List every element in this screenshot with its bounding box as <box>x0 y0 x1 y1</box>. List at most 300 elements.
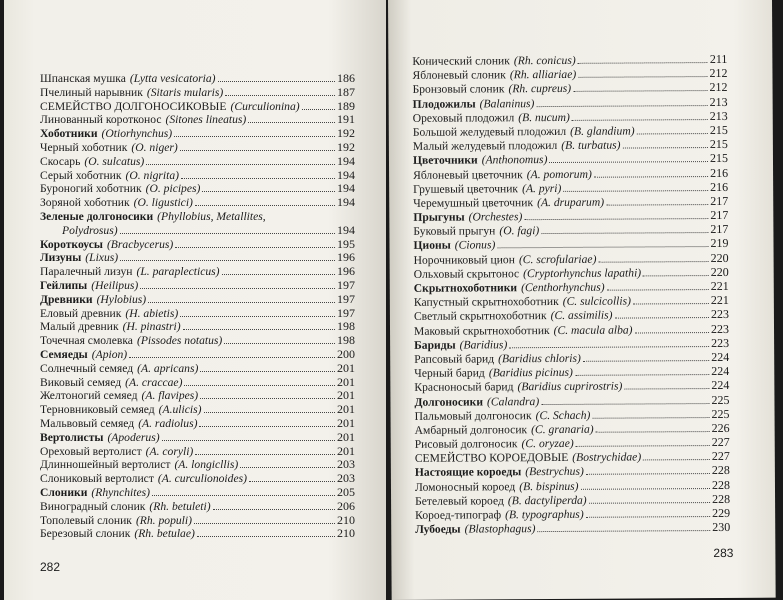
dot-leader <box>146 164 335 165</box>
entry-latin: (A. pyri) <box>522 181 562 195</box>
toc-entry <box>40 251 355 265</box>
entry-name: Долгоносики <box>414 394 484 409</box>
entry-latin: (O. ligustici) <box>133 196 193 210</box>
entry-name: Настоящие короеды <box>414 465 522 480</box>
entry-latin: (Centhorhynchus) <box>521 280 605 295</box>
entry-page: 201 <box>337 429 355 444</box>
entry-latin: (Rhynchites) <box>91 485 150 499</box>
dot-leader <box>197 536 335 537</box>
dot-leader <box>592 417 709 419</box>
entry-name: Семяеды <box>40 347 88 361</box>
entry-page: 194 <box>337 181 355 196</box>
entry-name: Тополевый слоник <box>40 513 132 527</box>
entry-latin: (Baridius picinus) <box>488 366 573 380</box>
dot-leader <box>598 261 708 263</box>
entry-name: Короткоусы <box>40 237 103 251</box>
entry-name: Виноградный слоник <box>40 499 146 513</box>
entry-name: Скосарь <box>40 154 81 168</box>
dot-leader <box>120 233 335 234</box>
entry-name: Еловый древник <box>40 306 122 320</box>
toc-entry <box>40 458 355 472</box>
dot-leader <box>302 109 335 110</box>
dot-leader <box>129 357 335 358</box>
toc-entry <box>40 113 355 127</box>
dot-leader <box>643 459 710 460</box>
toc-entry <box>40 307 355 321</box>
entry-name: Прыгуны <box>413 210 465 224</box>
dot-leader <box>596 431 710 433</box>
dot-leader <box>563 190 708 192</box>
entry-page: 216 <box>710 165 729 180</box>
toc-entry <box>40 334 355 348</box>
dot-leader <box>594 176 708 178</box>
dot-leader <box>181 178 335 179</box>
entry-latin: (A.ulicis) <box>158 403 202 417</box>
dot-leader <box>222 274 335 275</box>
entry-name: Маковый скрытнохоботник <box>413 323 550 338</box>
toc-entry <box>40 224 355 238</box>
entry-page: 201 <box>337 388 355 403</box>
dot-leader <box>537 530 710 532</box>
entry-name: Лизуны <box>40 251 82 265</box>
entry-latin: (Baridius cuprirostris) <box>517 379 623 394</box>
entry-name: Зоряной хоботник <box>40 196 130 210</box>
entry-page: 210 <box>337 526 355 541</box>
entry-latin: (C. scrofulariae) <box>518 252 597 266</box>
entry-latin: (B. typographus) <box>505 507 584 522</box>
dot-leader <box>509 346 709 348</box>
entry-page: 197 <box>337 277 355 292</box>
entry-page: 201 <box>337 402 355 417</box>
entry-latin: (Apion) <box>91 347 128 361</box>
entry-page: 189 <box>337 98 355 113</box>
entry-latin: (Cryptorhynchus lapathi) <box>523 266 642 280</box>
entry-name: Яблоневый слоник <box>412 68 506 83</box>
entry-latin: Polydrosus) <box>62 223 118 237</box>
toc-entry <box>40 527 355 541</box>
entry-name: Гейлипы <box>40 278 88 292</box>
entry-latin: (C. oryzae) <box>521 436 574 451</box>
entry-latin: (Apoderus) <box>107 430 160 444</box>
entry-latin: (B. turbatus) <box>561 138 621 153</box>
dot-leader <box>224 343 335 344</box>
entry-page: 206 <box>337 498 355 513</box>
dot-leader <box>497 246 708 248</box>
entry-latin: (O. sulcatus) <box>84 154 145 168</box>
entry-latin: (L. paraplecticus) <box>136 265 220 279</box>
entry-name: Черный хоботник <box>40 140 128 154</box>
entry-name: Большой желудевый плодожил <box>412 124 567 139</box>
entry-latin: (C. assimilis) <box>550 309 613 323</box>
dot-leader <box>572 119 708 121</box>
entry-latin: (A. coryli) <box>145 444 194 458</box>
entry-latin: (Rh. conicus) <box>513 53 576 68</box>
entry-name: Солнечный семяед <box>40 361 134 375</box>
dot-leader <box>643 275 709 276</box>
entry-name: Шпанская мушка <box>40 72 126 85</box>
toc-entry <box>40 376 355 390</box>
entry-name: Слоники <box>40 485 88 499</box>
entry-page: 194 <box>337 167 355 182</box>
toc-entry <box>40 265 355 279</box>
entry-latin: (A. curculionoides) <box>157 472 247 486</box>
entry-page: 213 <box>709 94 728 109</box>
dot-leader <box>586 516 710 518</box>
entry-page: 192 <box>337 126 355 141</box>
toc-entry <box>40 389 355 403</box>
entry-page: 227 <box>711 434 730 450</box>
entry-page: 220 <box>710 264 729 279</box>
entry-name: Рисовый долгоносик <box>414 437 518 451</box>
entry-name: Капустный скрытнохоботник <box>413 295 559 310</box>
dot-leader <box>180 316 335 317</box>
dot-leader <box>120 260 335 261</box>
entry-page: 228 <box>712 491 731 506</box>
entry-page: 195 <box>337 236 355 251</box>
entry-page: 228 <box>711 463 730 478</box>
dot-leader <box>204 412 336 413</box>
entry-latin: (C. granaria) <box>531 422 594 437</box>
entry-page: 225 <box>711 392 730 407</box>
entry-latin: (B. dactyliperda) <box>507 493 587 508</box>
toc-entry <box>40 293 355 307</box>
entry-name: Конический слоник <box>412 54 510 68</box>
entry-name: Мальвовый семяед <box>40 416 135 430</box>
entry-latin: (Heilipus) <box>91 278 139 292</box>
entry-name: Малый желудевый плодожил <box>412 139 558 153</box>
entry-name: Скрытнохоботники <box>413 281 518 295</box>
entry-page: 198 <box>337 333 355 348</box>
entry-page: 230 <box>712 520 731 535</box>
entry-name: Бетелевый короед <box>415 494 504 508</box>
entry-page: 224 <box>711 378 730 393</box>
entry-page: 201 <box>337 443 355 458</box>
entry-latin: (Bracbycerus) <box>106 237 174 251</box>
entry-latin: (C. sulcicollis) <box>562 294 632 309</box>
page-number: 283 <box>713 545 734 561</box>
entry-name: Короед-типограф <box>415 508 502 522</box>
entry-page: 200 <box>337 346 355 361</box>
entry-name: Рапсовый барид <box>414 352 495 366</box>
entry-latin: (Balaninus) <box>479 96 535 111</box>
entry-page: 197 <box>337 291 355 306</box>
dot-leader <box>180 150 335 151</box>
entry-latin: (A. flavipes) <box>141 389 199 403</box>
dot-leader <box>536 105 707 107</box>
dot-leader <box>152 495 335 496</box>
dot-leader <box>195 454 335 455</box>
entry-page: 225 <box>711 406 730 421</box>
dot-leader <box>183 329 335 330</box>
entry-latin: (O. fagi) <box>499 224 540 238</box>
entry-page: 196 <box>337 264 355 279</box>
left-page <box>4 0 386 600</box>
entry-page: 186 <box>337 71 355 85</box>
entry-name: Светлый скрытнохоботник <box>413 309 547 324</box>
dot-leader <box>578 76 707 78</box>
entry-name: Ломоносный короед <box>414 479 516 494</box>
entry-name: Малый древник <box>40 320 119 334</box>
entry-page: 205 <box>337 484 355 499</box>
entry-name: Плодожилы <box>412 97 476 111</box>
entry-latin: (B. nucum) <box>518 110 570 124</box>
entry-name: Точечная смолевка <box>40 334 133 348</box>
entry-latin: (Sitones lineatus) <box>165 113 247 127</box>
toc-entry <box>40 472 355 486</box>
dot-leader <box>606 204 708 206</box>
entry-page: 229 <box>712 505 731 521</box>
entry-page: 217 <box>710 207 729 223</box>
entry-name: СЕМЕЙСТВО КОРОЕДОВЫЕ <box>414 451 569 466</box>
entry-latin: (Bostrychidae) <box>572 450 642 465</box>
entry-latin: (A. apricans) <box>137 361 199 375</box>
entry-page: 217 <box>710 222 729 237</box>
entry-page: 221 <box>710 293 729 308</box>
entry-name: Слониковый вертолист <box>40 472 154 486</box>
entry-name: Серый хоботник <box>40 168 122 182</box>
entry-latin: (Calandra) <box>486 394 540 408</box>
entry-page: 198 <box>337 319 355 334</box>
entry-name: Ционы <box>413 239 451 253</box>
entry-name: Хоботники <box>40 127 98 141</box>
toc-entry <box>40 403 355 417</box>
dot-leader <box>195 205 335 206</box>
toc-entry <box>40 500 355 514</box>
toc-entry <box>40 362 355 376</box>
toc-entry <box>40 514 355 528</box>
entry-latin: (A. druparum) <box>537 195 605 209</box>
toc-entry <box>40 279 355 293</box>
entry-name: Древники <box>40 292 93 306</box>
entry-name: Яблоневый цветочник <box>413 167 523 182</box>
entry-name: Бронзовый слоник <box>412 82 505 97</box>
entry-name: Вертолисты <box>40 430 104 444</box>
entry-latin: (Pissodes notatus) <box>136 334 223 348</box>
entry-latin: (Cionus) <box>454 238 496 253</box>
dot-leader <box>200 371 335 372</box>
entry-latin: (Orchestes) <box>468 210 523 224</box>
entry-latin: (Lytta vesicatoria) <box>129 72 216 85</box>
entry-name: Длинношейный вертолист <box>40 458 171 472</box>
entry-page: 197 <box>337 305 355 320</box>
dot-leader <box>140 288 335 289</box>
entry-page: 223 <box>711 335 730 350</box>
entry-name: Ольховый скрытонос <box>413 267 520 281</box>
dot-leader <box>575 374 709 376</box>
entry-name: Пчелиный нарывник <box>40 85 143 99</box>
toc-entry <box>40 445 355 459</box>
dot-leader <box>581 488 710 490</box>
dot-leader <box>541 232 708 234</box>
entry-page: 187 <box>337 84 355 99</box>
entry-latin: (H. pinastri) <box>122 320 181 334</box>
toc-entry <box>40 72 355 86</box>
toc-entry <box>40 100 355 114</box>
entry-page: 201 <box>337 374 355 389</box>
dot-leader <box>162 440 335 441</box>
toc-entry <box>40 86 355 100</box>
toc-entry <box>40 348 355 362</box>
entry-page: 201 <box>337 360 355 375</box>
dot-leader <box>199 426 335 427</box>
entry-page: 217 <box>710 193 729 208</box>
entry-latin: (C. macula alba) <box>553 323 633 337</box>
dot-leader <box>624 388 709 390</box>
entry-latin: (Hylobius) <box>96 292 147 306</box>
entry-name: СЕМЕЙСТВО ДОЛГОНОСИКОВЫЕ <box>40 99 227 113</box>
entry-name: Амбарный долгоносик <box>414 423 528 437</box>
entry-page: 215 <box>709 122 728 137</box>
dot-leader <box>184 385 335 386</box>
entry-latin: (O. niger) <box>131 140 178 154</box>
entry-page: 215 <box>709 151 729 166</box>
toc-entry <box>40 320 355 334</box>
entry-latin: (Lixus) <box>85 251 119 265</box>
dot-leader <box>549 161 708 163</box>
entry-page: 210 <box>337 512 355 527</box>
entry-name: Буроногий хоботник <box>40 182 142 196</box>
entry-latin: (A. longicllis) <box>174 458 239 472</box>
entry-page: 220 <box>710 250 729 265</box>
entry-page: 224 <box>711 349 730 364</box>
entry-latin: (Rh. betuleti) <box>149 499 211 513</box>
entry-page: 223 <box>710 307 729 322</box>
entry-page: 213 <box>709 108 728 123</box>
entry-name: Лубоеды <box>415 522 461 537</box>
entry-page: 194 <box>337 195 355 210</box>
entry-name: Красноносый барид <box>414 380 514 395</box>
entry-page: 203 <box>337 457 355 472</box>
dot-leader <box>249 481 335 482</box>
entry-latin: (Bestrychus) <box>525 465 584 479</box>
toc-entry <box>40 196 355 210</box>
entry-latin: (Otiorhynchus) <box>101 127 173 141</box>
page-number: 282 <box>40 560 61 574</box>
dot-leader <box>541 403 709 405</box>
entry-page: 191 <box>337 112 355 127</box>
entry-name: Черный барид <box>414 366 485 380</box>
entry-page: 228 <box>711 477 731 492</box>
entry-latin: (B. bispinus) <box>519 479 579 493</box>
dot-leader <box>200 398 335 399</box>
entry-latin: (Rh. populi) <box>135 513 192 527</box>
entry-page: 221 <box>710 278 729 294</box>
entry-latin: (A. radiolus) <box>138 416 198 430</box>
entry-name: Терновниковый семяед <box>40 403 155 417</box>
entry-page: 194 <box>337 153 355 168</box>
toc-entry <box>40 182 355 196</box>
entry-page: 219 <box>710 236 729 251</box>
entry-name: Ореховый плодожил <box>412 110 515 125</box>
entry-latin: (Rh. cupreus) <box>508 82 572 96</box>
dot-leader <box>524 218 708 220</box>
entry-page: 201 <box>337 415 355 430</box>
toc-entry <box>40 155 355 169</box>
dot-leader <box>623 147 708 149</box>
toc-list <box>412 52 730 536</box>
dot-leader <box>174 136 335 137</box>
entry-page: 203 <box>337 471 355 486</box>
toc-entry <box>40 169 355 183</box>
entry-page: 215 <box>709 137 728 152</box>
entry-name: Бариды <box>414 338 456 352</box>
entry-name: Паралечный лизун <box>40 265 133 279</box>
entry-latin: (A. pomorum) <box>526 167 592 181</box>
entry-latin: (C. Schach) <box>535 408 591 422</box>
entry-page: 192 <box>337 139 355 154</box>
entry-page: 212 <box>709 80 728 95</box>
entry-latin: (Phyllobius, Metallites, <box>157 209 266 223</box>
entry-name: Желтоногий семяед <box>40 389 138 403</box>
entry-latin: (Baridius chloris) <box>498 351 581 366</box>
toc-entry <box>40 127 355 141</box>
entry-name: Черемушный цветочник <box>413 195 534 210</box>
dot-leader <box>586 473 710 475</box>
right-page <box>388 0 776 600</box>
dot-leader <box>637 133 708 134</box>
toc-entry <box>40 486 355 500</box>
dot-leader <box>607 289 709 291</box>
dot-leader <box>578 62 708 64</box>
entry-name: Линованный коротконос <box>40 113 162 127</box>
dot-leader <box>573 90 707 92</box>
toc-entry <box>40 141 355 155</box>
dot-leader <box>589 502 710 504</box>
entry-latin: (Blastophagus) <box>464 522 536 536</box>
dot-leader <box>614 317 708 319</box>
entry-name: Цветочники <box>412 153 478 168</box>
entry-page: 194 <box>337 222 355 237</box>
entry-latin: (O. nigrita) <box>125 168 179 182</box>
entry-page: 227 <box>711 449 730 464</box>
entry-latin: (O. picipes) <box>145 182 201 196</box>
dot-leader <box>194 523 335 524</box>
entry-page: 212 <box>709 66 728 81</box>
dot-leader <box>213 509 335 510</box>
entry-latin: (Rh. betulae) <box>134 527 195 541</box>
entry-name: Буковый прыгун <box>413 224 496 239</box>
entry-name: Березовый слоник <box>40 527 131 541</box>
dot-leader <box>148 302 335 303</box>
entry-page: 196 <box>337 250 355 265</box>
dot-leader <box>633 303 709 304</box>
entry-page: 216 <box>710 179 729 194</box>
entry-page: 211 <box>709 51 728 67</box>
entry-latin: (A. craccae) <box>125 375 183 389</box>
dot-leader <box>218 81 335 82</box>
dot-leader <box>248 122 335 123</box>
entry-name: Грушевый цветочник <box>413 181 519 196</box>
dot-leader <box>225 95 335 96</box>
entry-page: 223 <box>710 321 730 336</box>
entry-latin: (Sitaris mularis) <box>146 85 224 99</box>
toc-entry <box>40 417 355 431</box>
toc-entry <box>40 210 355 224</box>
dot-leader <box>583 360 709 362</box>
entry-name: Зеленые долгоносики <box>40 209 154 223</box>
dot-leader <box>202 191 335 192</box>
toc-entry <box>40 431 355 445</box>
dot-leader <box>635 332 709 333</box>
toc-list <box>40 72 355 541</box>
dot-leader <box>240 467 335 468</box>
entry-latin: (Baridius) <box>459 338 508 352</box>
entry-latin: (Curculionina) <box>230 99 300 113</box>
entry-name: Ореховый вертолист <box>40 444 142 458</box>
entry-latin: (B. glandium) <box>570 124 635 138</box>
entry-name: Виковый семяед <box>40 375 122 389</box>
entry-latin: (H. abietis) <box>125 306 179 320</box>
